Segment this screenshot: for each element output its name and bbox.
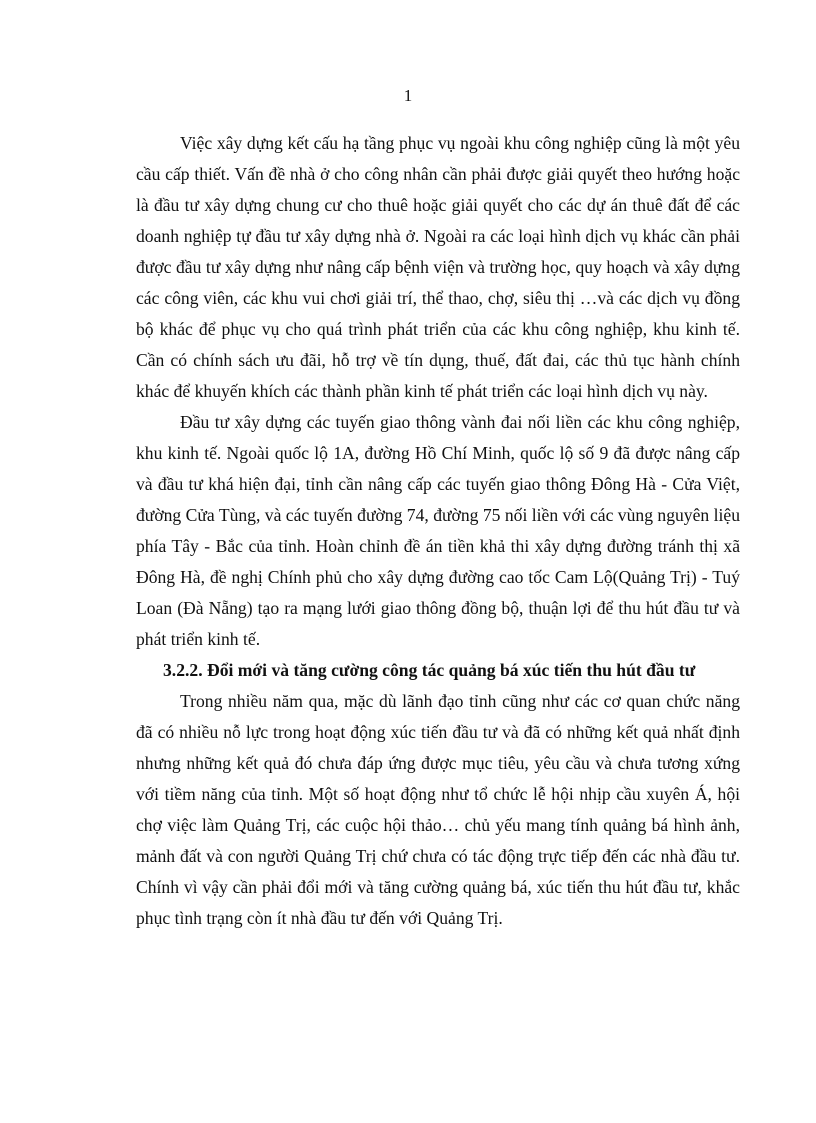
page-number: 1: [403, 86, 413, 105]
paragraph-investment-promotion: Trong nhiều năm qua, mặc dù lãnh đạo tỉnh cũng như các cơ quan chức năng đã có nhiều nỗ lực trong hoạt động xúc tiến đầu tư và đã có những kết quả nhất định nhưng những kết quả đó chưa đáp ứng được mục tiêu, yêu cầu và chưa tương xứng với tiềm năng của tỉnh. Một số hoạt động như tổ chức lễ hội nhịp cầu xuyên Á, hội chợ việc làm Quảng Trị, các cuộc hội thảo… chủ yếu mang tính quảng bá hình ảnh, mảnh đất và con người Quảng Trị chứ chưa có tác động trực tiếp đến các nhà đầu tư. Chính vì vậy cần phải đổi mới và tăng cường quảng bá, xúc tiến thu hút đầu tư, khắc phục tình trạng còn ít nhà đầu tư đến với Quảng Trị.: [136, 691, 740, 928]
paragraph-transport: Đầu tư xây dựng các tuyến giao thông vành đai nối liền các khu công nghiệp, khu kinh tế. Ngoài quốc lộ 1A, đường Hồ Chí Minh, quốc lộ số 9 đã được nâng cấp và đầu tư khá hiện đại, tỉnh cần nâng cấp các tuyến giao thông Đông Hà - Cửa Việt, đường Cửa Tùng, và các tuyến đường 74, đường 75 nối liền với các vùng nguyên liệu phía Tây - Bắc của tỉnh. Hoàn chỉnh đề án tiền khả thi xây dựng đường tránh thị xã Đông Hà, đề nghị Chính phủ cho xây dựng đường cao tốc Cam Lộ(Quảng Trị) - Tuý Loan (Đà Nẵng) tạo ra mạng lưới giao thông đồng bộ, thuận lợi để thu hút đầu tư và phát triển kinh tế.: [136, 412, 740, 649]
section-heading: 3.2.2. Đổi mới và tăng cường công tác quảng bá xúc tiến thu hút đầu tư: [163, 660, 696, 680]
paragraph-infrastructure: Việc xây dựng kết cấu hạ tầng phục vụ ngoài khu công nghiệp cũng là một yêu cầu cấp thiết. Vấn đề nhà ở cho công nhân cần phải được giải quyết theo hướng hoặc là đầu tư xây dựng chung cư cho thuê hoặc giải quyết cho các dự án thuê đất để các doanh nghiệp tự đầu tư xây dựng nhà ở. Ngoài ra các loại hình dịch vụ khác cần phải được đầu tư xây dựng như nâng cấp bệnh viện và trường học, quy hoạch và xây dựng các công viên, các khu vui chơi giải trí, thể thao, chợ, siêu thị …và các dịch vụ đồng bộ khác để phục vụ cho quá trình phát triển của các khu công nghiệp, khu kinh tế. Cần có chính sách ưu đãi, hỗ trợ về tín dụng, thuế, đất đai, các thủ tục hành chính khác để khuyến khích các thành phần kinh tế phát triển các loại hình dịch vụ này.: [136, 133, 740, 401]
document-body: [136, 128, 740, 934]
